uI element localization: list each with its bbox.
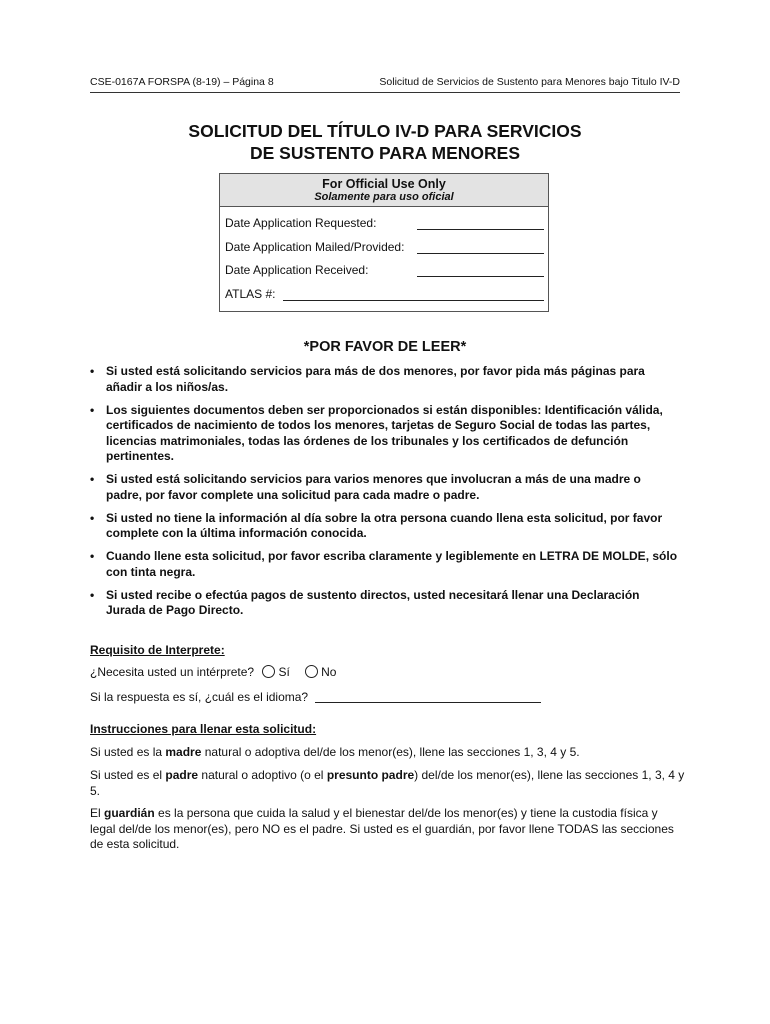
bullet-icon: • [90,364,95,378]
guardian-text-post: es la persona que cuida la salud y el bienestar del/de los menor(es) y tiene la custodia física y legal del/de los menor(es), pero NO es el padre. Si usted es el guardián, por favor llene TODAS las secciones de esta solicitud. [90,806,674,851]
presumed-father-text-bold: presunto padre [326,768,415,782]
date-requested-row [225,216,548,240]
guardian-text-pre: El [90,806,105,820]
bullet-icon: • [90,587,95,602]
list-item [90,403,680,465]
list-item-text: Si usted recibe o efectúa pagos de sustento directos, usted necesitará llenar una Declaración Jurada de Pago Directo. [106,587,640,617]
list-item-text: Si usted no tiene la información al día sobre la otra persona cuando llena esta solicitud, por favor complete con la última información conocida. [106,510,663,540]
list-item-text: Si usted está solicitando servicios para más de dos menores, por favor pida más páginas para añadir a los niños/as. [106,364,645,394]
list-item-text: Cuando llene esta solicitud, por favor escriba claramente y legiblemente en LETRA DE MOLDE, sólo con tinta negra. [106,549,678,579]
interpreter-question: ¿Necesita usted un intérprete? [90,665,255,679]
instructions-mother [90,745,685,761]
date-received-row [225,263,548,287]
interpreter-yes-label: Sí [278,665,290,679]
date-mailed-field[interactable] [417,253,544,254]
list-item [90,511,680,542]
form-title: Solicitud de Servicios de Sustento para Menores bajo Titulo IV-D [379,76,680,88]
date-requested-field[interactable] [417,229,544,230]
official-use-box [219,173,549,312]
bullet-icon: • [90,402,95,417]
interpreter-yes-radio[interactable] [262,665,275,678]
mother-text-post: natural o adoptiva del/de los menor(es), llene las secciones 1, 3, 4 y 5. [201,745,580,759]
atlas-row [225,287,548,311]
official-use-title: For Official Use Only [322,177,446,191]
mother-text-bold: madre [165,745,202,759]
father-text-post: ) del/de los menor(es), llene las secciones 1, 3, 4 y 5. [90,768,685,798]
official-use-fields [220,207,548,310]
mother-text-pre: Si usted es la [90,745,166,759]
notice-heading: *POR FAVOR DE LEER* [303,339,467,355]
page-title [90,120,680,164]
list-item [90,364,680,395]
instructions-heading: Instrucciones para llenar esta solicitud: [90,722,317,736]
father-text-bold: padre [165,768,199,782]
date-requested-label: Date Application Requested: [225,216,377,230]
notice-list [90,364,680,626]
list-item-text: Los siguientes documentos deben ser proporcionados si están disponibles: Identificación válida, certificados de nacimiento de todos los menores, tarjetas de Seguro Social de todas las partes, licencias matrimoniales, todas las órdenes de los tribunales y los certificados de defunción pertinentes. [106,402,663,463]
guardian-text-bold: guardián [104,806,155,820]
title-line-1: SOLICITUD DEL TÍTULO IV-D PARA SERVICIOS [188,121,582,141]
bullet-icon: • [90,510,95,525]
bullet-icon: • [90,472,95,486]
official-use-subtitle: Solamente para uso oficial [314,191,454,203]
atlas-field[interactable] [283,300,544,301]
date-received-field[interactable] [417,276,544,277]
list-item-text: Si usted está solicitando servicios para varios menores que involucran a más de una madre o padre, por favor complete una solicitud para cada madre o padre. [106,472,641,502]
atlas-label: ATLAS #: [225,286,276,301]
page-header [90,76,680,93]
date-received-label: Date Application Received: [225,263,369,277]
interpreter-no-radio[interactable] [305,665,318,678]
title-line-2: DE SUSTENTO PARA MENORES [250,143,520,163]
language-row [90,690,541,704]
language-field[interactable] [315,690,541,703]
official-use-heading [220,174,548,207]
interpreter-question-row [90,665,336,679]
bullet-icon: • [90,549,95,563]
father-text-mid: natural o adoptivo (o el [198,768,327,782]
instructions-guardian [90,806,685,853]
interpreter-heading: Requisito de Interprete: [90,643,225,657]
list-item [90,588,680,619]
date-mailed-label: Date Application Mailed/Provided: [225,239,405,254]
father-text-pre: Si usted es el [90,768,166,782]
list-item [90,549,680,580]
date-mailed-row [225,240,548,264]
language-question: Si la respuesta es sí, ¿cuál es el idioma? [90,690,309,704]
form-id: CSE-0167A FORSPA (8-19) – Página 8 [90,76,274,88]
list-item [90,472,680,503]
instructions-father [90,768,685,799]
interpreter-no-label: No [321,665,337,679]
